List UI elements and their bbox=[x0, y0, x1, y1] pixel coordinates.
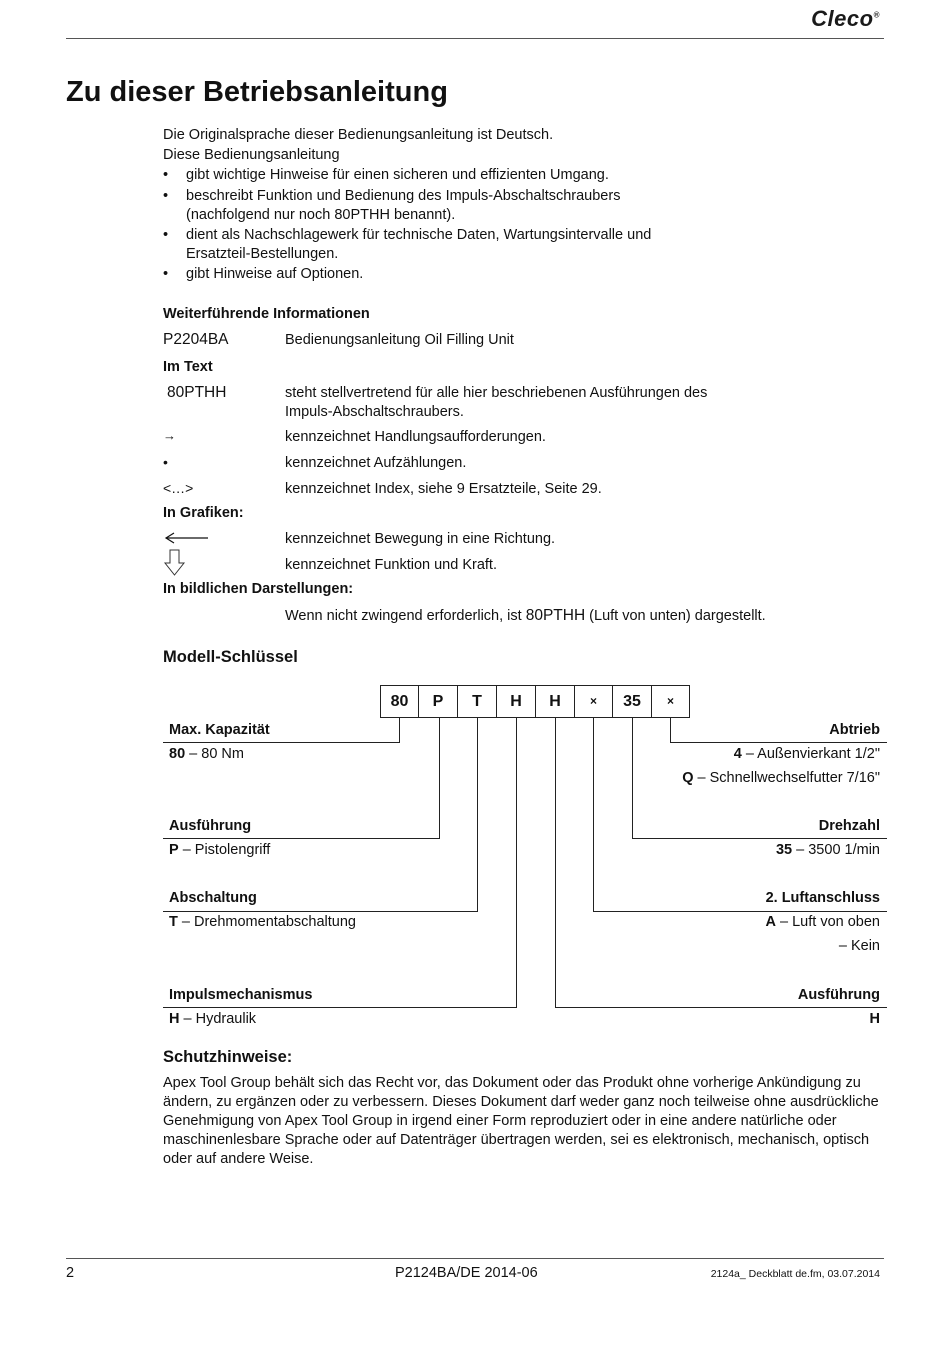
protection-heading: Schutzhinweise: bbox=[163, 1048, 293, 1066]
model-key-box: T bbox=[457, 685, 497, 718]
execution-code: H bbox=[869, 1011, 880, 1027]
doc-number: P2124BA/DE 2014-06 bbox=[395, 1265, 538, 1281]
header-rule bbox=[66, 38, 884, 39]
connector-line bbox=[593, 911, 887, 912]
speed-code: 35 bbox=[775, 842, 793, 858]
illustration-note-model: 80PTHH bbox=[525, 607, 586, 624]
variant-code: P bbox=[169, 842, 179, 858]
cleco-logo: Cleco® bbox=[811, 6, 880, 31]
connector-line bbox=[632, 838, 887, 839]
doc-reference-term: P2204BA bbox=[163, 331, 229, 348]
movement-arrow-icon bbox=[163, 530, 211, 546]
index-term: <…> bbox=[163, 480, 194, 496]
variant-value bbox=[169, 842, 270, 858]
impulse-code: H bbox=[169, 1011, 180, 1027]
list-item-text: dient als Nachschlagewerk für technische Daten, Wartungsintervalle und Ersatzteil-Bestellungen. bbox=[186, 227, 652, 262]
bullet-symbol: • bbox=[163, 167, 169, 183]
output-code: Q bbox=[682, 770, 694, 786]
model-key-box: 35 bbox=[612, 685, 652, 718]
air-inlet-option: – Kein bbox=[838, 938, 880, 954]
model-key-box: × bbox=[574, 685, 613, 718]
protection-text: Apex Tool Group behält sich das Recht vor, das Dokument oder das Produkt ohne vorherige Ankündigung zu ändern, zu ergänzen oder zu verbessern. Dieses Dokument darf weder ganz noch teilweise ohne ausdrückliche Genehmigung von Apex Tool Group in irgend einer Form reproduziert oder in eine andere natürliche oder maschinenlesbare Sprache oder auf Datenträger übertragen werden, sei es elektronisch, mechanisch, optisch oder auf andere Weise. bbox=[163, 1075, 879, 1167]
speed-value bbox=[776, 842, 880, 858]
connector-line bbox=[163, 1007, 517, 1008]
force-arrow-icon bbox=[163, 549, 187, 577]
speed-text: – 3500 1/min bbox=[792, 842, 880, 858]
connector-line bbox=[516, 718, 517, 1008]
shutoff-code: T bbox=[169, 914, 178, 930]
model-term: 80PTHH bbox=[167, 384, 227, 401]
output-code: 4 bbox=[733, 746, 742, 762]
capacity-value bbox=[169, 746, 244, 762]
impulse-text: – Hydraulik bbox=[179, 1011, 257, 1027]
output-title: Abtrieb bbox=[829, 722, 880, 738]
output-option bbox=[682, 770, 880, 786]
index-def: kennzeichnet Index, siehe 9 Ersatzteile, Seite 29. bbox=[285, 481, 602, 497]
footer-rule bbox=[66, 1258, 884, 1259]
model-key-box: H bbox=[535, 685, 575, 718]
capacity-text: – 80 Nm bbox=[185, 746, 244, 762]
model-key-box: P bbox=[418, 685, 458, 718]
illustration-note bbox=[285, 606, 845, 626]
bullet-symbol: • bbox=[163, 266, 169, 282]
bullet-def: kennzeichnet Aufzählungen. bbox=[285, 455, 467, 471]
intro-line-1: Die Originalsprache dieser Bedienungsanleitung ist Deutsch. bbox=[163, 127, 554, 143]
shutoff-value bbox=[169, 914, 356, 930]
model-key-box: 80 bbox=[380, 685, 419, 718]
model-term-def: steht stellvertretend für alle hier beschriebenen Ausführungen des Impuls-Abschaltschraubers. bbox=[285, 385, 708, 420]
variant-title: Ausführung bbox=[169, 818, 252, 834]
force-def: kennzeichnet Funktion und Kraft. bbox=[285, 557, 497, 573]
arrow-icon: → bbox=[163, 428, 176, 443]
bullet-symbol: • bbox=[163, 188, 169, 204]
arrow-def: kennzeichnet Handlungsaufforderungen. bbox=[285, 429, 546, 445]
bullet-symbol: • bbox=[163, 227, 169, 243]
execution-title: Ausführung bbox=[797, 987, 880, 1003]
capacity-title: Max. Kapazität bbox=[169, 722, 270, 738]
air-inlet-code: A bbox=[765, 914, 776, 930]
list-item-text: beschreibt Funktion und Bedienung des Impuls-Abschaltschraubers (nachfolgend nur noch 80PTHH benannt). bbox=[186, 188, 621, 223]
model-key-box: H bbox=[496, 685, 536, 718]
connector-line bbox=[163, 742, 400, 743]
page-number: 2 bbox=[66, 1265, 75, 1281]
speed-title: Drehzahl bbox=[818, 818, 880, 834]
movement-def: kennzeichnet Bewegung in eine Richtung. bbox=[285, 531, 556, 547]
connector-line bbox=[399, 718, 400, 743]
shutoff-text: – Drehmomentabschaltung bbox=[177, 914, 356, 930]
capacity-code: 80 bbox=[169, 746, 186, 762]
air-inlet-title: 2. Luftanschluss bbox=[765, 890, 880, 906]
output-option bbox=[734, 746, 880, 762]
in-bild-heading: In bildlichen Darstellungen: bbox=[163, 581, 354, 597]
air-inlet-text: – Luft von oben bbox=[776, 914, 880, 930]
further-info-heading: Weiterführende Informationen bbox=[163, 306, 370, 322]
model-key-heading: Modell-Schlüssel bbox=[163, 648, 298, 666]
bullet-term: • bbox=[163, 454, 168, 470]
doc-reference-def: Bedienungsanleitung Oil Filling Unit bbox=[285, 332, 514, 348]
connector-line bbox=[632, 718, 633, 839]
list-item-text: gibt wichtige Hinweise für einen sicheren und effizienten Umgang. bbox=[186, 167, 609, 183]
intro-line-2: Diese Bedienungsanleitung bbox=[163, 147, 340, 163]
im-text-heading: Im Text bbox=[163, 359, 213, 375]
variant-text: – Pistolengriff bbox=[178, 842, 271, 858]
file-reference: 2124a_ Deckblatt de.fm, 03.07.2014 bbox=[710, 1268, 880, 1280]
page-title: Zu dieser Betriebsanleitung bbox=[66, 76, 448, 108]
connector-line bbox=[163, 838, 440, 839]
connector-line bbox=[670, 742, 887, 743]
connector-line bbox=[593, 718, 594, 912]
illustration-note-c: (Luft von unten) dargestellt. bbox=[585, 608, 766, 624]
shutoff-title: Abschaltung bbox=[169, 890, 257, 906]
connector-line bbox=[555, 1007, 887, 1008]
impulse-title: Impulsmechanismus bbox=[169, 987, 313, 1003]
connector-line bbox=[477, 718, 478, 912]
illustration-note-a: Wenn nicht zwingend erforderlich, ist bbox=[285, 608, 526, 624]
air-inlet-option bbox=[766, 914, 880, 930]
output-text: – Schnellwechselfutter 7/16" bbox=[693, 770, 880, 786]
list-item-text: gibt Hinweise auf Optionen. bbox=[186, 266, 364, 282]
model-key-box: × bbox=[651, 685, 690, 718]
connector-line bbox=[670, 718, 671, 743]
in-grafiken-heading: In Grafiken: bbox=[163, 505, 244, 521]
output-text: – Außenvierkant 1/2" bbox=[741, 746, 880, 762]
connector-line bbox=[163, 911, 478, 912]
connector-line bbox=[555, 718, 556, 1008]
impulse-value bbox=[169, 1011, 256, 1027]
connector-line bbox=[439, 718, 440, 839]
